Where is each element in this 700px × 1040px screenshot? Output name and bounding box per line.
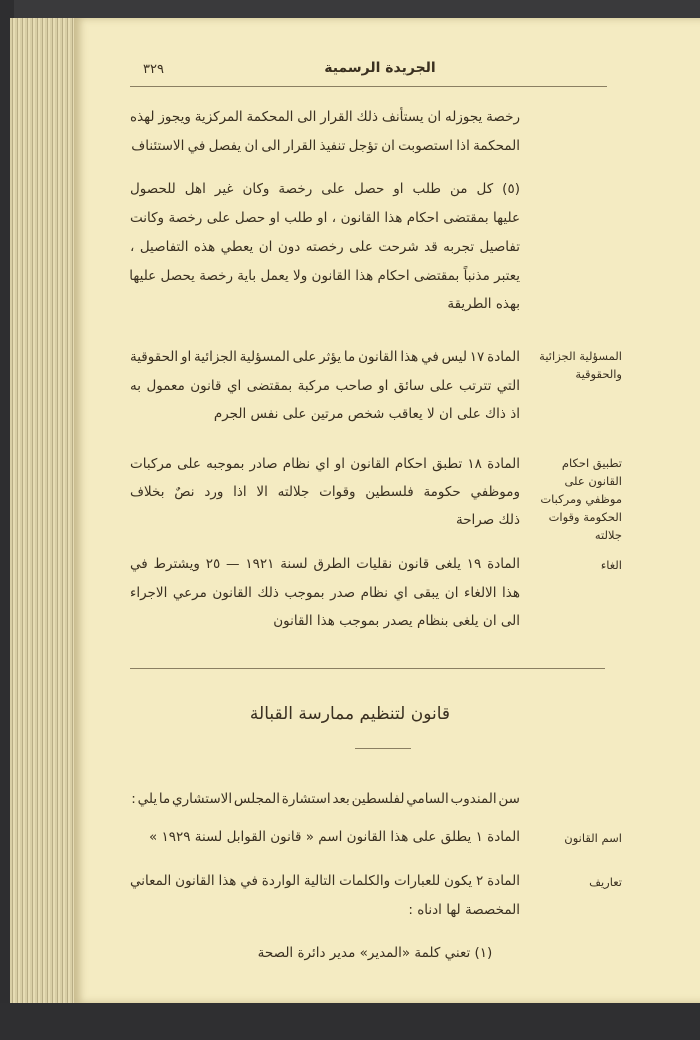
article-17-line: المادة ١٧ ليس في هذا القانون ما يؤثر على المسؤلية الجزائية او الحقوقية [130,349,520,365]
article-19-line: الى ان يلغى بنظام يصدر بموجب هذا القانون [273,613,520,629]
article-2-line: المخصصة لها ادناه : [408,902,520,918]
item-5-paragraph-line: بهذه الطريقة [447,296,520,312]
title-rule [355,748,411,749]
article-1-margin-note: اسم القانون [564,831,622,845]
article-17-line: التي تترتب على سائق او صاحب مركبة بمقتضى اي قانون معمول به [130,378,520,394]
article-18-margin-note: تطبيق احكام القانون على موظفي ومركبات الحكومة وقوات جلالته [540,456,622,542]
law-title: قانون لتنظيم ممارسة القبالة [249,704,451,724]
running-header-title: الجريدة الرسمية [324,60,436,76]
article-19-line: هذا الالغاء ان يبقى اي نظام صدر بموجب ذلك القانون مرعي الاجراء [130,585,520,601]
article-19-line: المادة ١٩ يلغى قانون نقليات الطرق لسنة ١٩٢١ — ٢٥ ويشترط في [130,556,521,572]
article-18-line: المادة ١٨ تطبق احكام القانون او اي نظام صادر بموجبه على مركبات [130,456,520,472]
item-5-paragraph-line: يعتبر مذنباً بمقتضى احكام هذا القانون ولا يعمل باية رخصة يحصل عليها [129,268,520,284]
article-18-line: ذلك صراحة [455,512,520,528]
item-5-paragraph-line: تفاصيل تجربه قد شرحت على رخصته دون ان يعطي هذه التفاصيل ، [130,239,520,255]
item-5-paragraph-line: (٥) كل من طلب او حصل على رخصة وكان غير اهل للحصول [130,181,520,197]
continuation-paragraph-line: رخصة يجوزله ان يستأنف ذلك القرار الى المحكمة المركزية ويجوز لهذه [130,109,520,125]
section-separator [130,668,605,669]
article-2-line: المادة ٢ يكون للعبارات والكلمات التالية الواردة في هذا القانون المعاني [130,873,520,889]
article-17-margin-note: المسؤلية الجزائية والحقوقية [539,349,622,381]
article-2-margin-note: تعاريف [589,875,622,889]
preamble: سن المندوب السامي لفلسطين بعد استشارة المجلس الاستشاري ما يلي : [131,791,520,807]
article-1-line: المادة ١ يطلق على هذا القانون اسم « قانون القوابل لسنة ١٩٢٩ » [148,829,520,845]
article-17-line: اذ ذاك على ان لا يعاقب شخص مرتين على نفس الجرم [213,406,520,422]
continuation-paragraph-line: المحكمة اذا استصوبت ان تؤجل تنفيذ القرار الى ان يفصل في الاستئناف [131,138,520,154]
article-19-margin-note: الغاء [600,558,622,572]
article-18-line: وموظفي حكومة فلسطين وقوات جلالته الا اذا ورد نصٌ بخلاف [130,484,520,500]
page-edges [10,18,80,1003]
page-number: ٣٢٩ [143,62,164,77]
item-5-paragraph-line: عليها بمقتضى احكام هذا القانون ، او طلب او حصل على رخصة وكانت [130,210,520,226]
header-rule [130,86,607,87]
book-bottom-edge [0,1003,700,1040]
definition-1: (١) تعني كلمة «المدير» مدير دائرة الصحة [257,945,493,961]
